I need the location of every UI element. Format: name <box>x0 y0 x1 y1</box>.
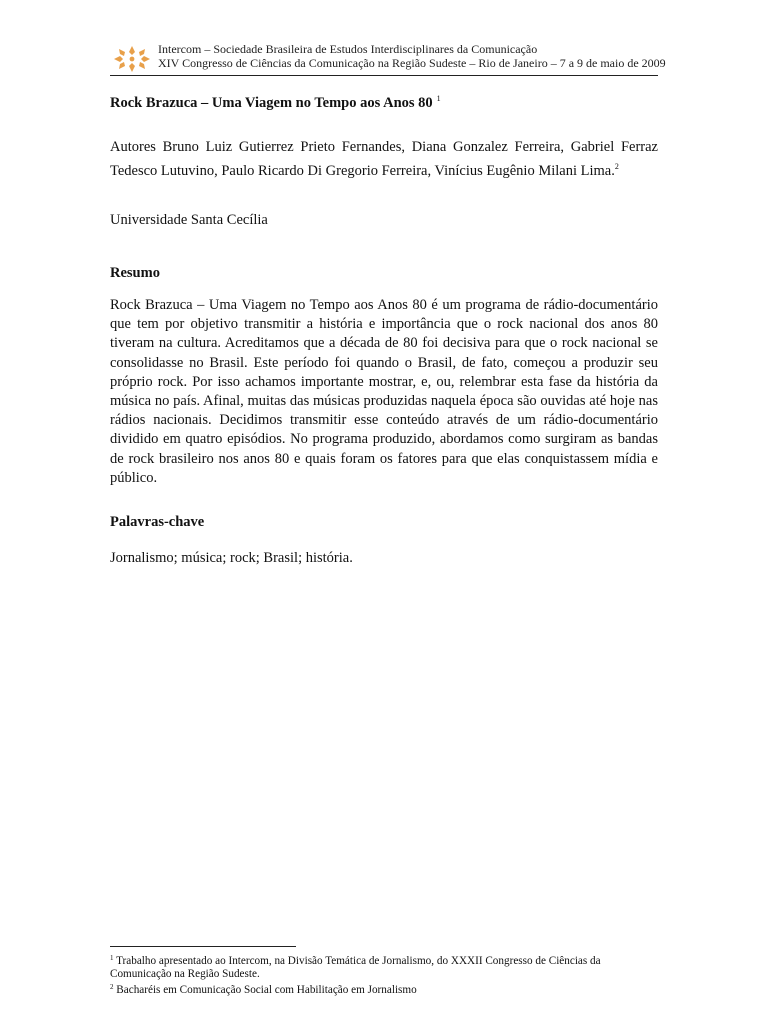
footnote-mark: 1 <box>110 954 114 962</box>
abstract-text: Rock Brazuca – Uma Viagem no Tempo aos Anos 80 é um programa de rádio-documentário que tem por objetivo transmitir a história e importância que o rock nacional dos anos 80 tiveram na cultura. Acreditamos que a década de 80 foi decisiva para que o rock nacional se consolidasse no Brasil. Este período foi quando o Brasil, de fato, começou a produzir seu próprio rock. Por isso achamos importante mostrar, e, ou, relembrar esta fase da história da música no país. Afinal, muitas das músicas produzidas naquela época são ouvidas até hoje nas rádios nacionais. Decidimos transmitir esse conteúdo através de um rádio-documentário dividido em quatro episódios. No programa produzido, abordamos como surgiram as bandas de rock brasileiro nos anos 80 e quais foram os fatores para que elas conquistassem mídia e público. <box>110 297 658 486</box>
footnote-1 <box>110 952 658 981</box>
keywords-heading: Palavras-chave <box>110 514 205 530</box>
footnote-text: Trabalho apresentado ao Intercom, na Divisão Temática de Jornalismo, do XXXII Congresso de Ciências da Comunicação na Região Sudeste. <box>110 955 601 980</box>
footnote-text: Bacharéis em Comunicação Social com Habilitação em Jornalismo <box>116 983 417 996</box>
footnote-2 <box>110 981 658 997</box>
header-line-1: Intercom – Sociedade Brasileira de Estudos Interdisciplinares da Comunicação <box>158 42 538 56</box>
footnote-mark: 2 <box>110 982 114 991</box>
title-footnote-ref: 1 <box>436 94 441 103</box>
footnote-separator <box>110 946 296 947</box>
page-header <box>110 42 666 75</box>
abstract-heading: Resumo <box>110 265 160 281</box>
document-title <box>110 94 441 112</box>
header-divider <box>110 75 658 76</box>
intercom-logo-icon <box>110 44 154 74</box>
footnotes <box>110 952 658 996</box>
header-line-2: XIV Congresso de Ciências da Comunicação na Região Sudeste – Rio de Janeiro – 7 a 9 de maio de 2009 <box>158 56 666 70</box>
keywords-text: Jornalismo; música; rock; Brasil; história. <box>110 550 353 566</box>
title-text: Rock Brazuca – Uma Viagem no Tempo aos Anos 80 <box>110 95 433 111</box>
authors-text: Autores Bruno Luiz Gutierrez Prieto Fernandes, Diana Gonzalez Ferreira, Gabriel Ferraz Tedesco Lutuvino, Paulo Ricardo Di Gregorio Ferreira, Vinícius Eugênio Milani Lima. <box>110 139 658 179</box>
university: Universidade Santa Cecília <box>110 212 268 228</box>
authors-footnote-ref: 2 <box>614 162 619 171</box>
header-text <box>158 42 666 70</box>
authors <box>110 138 658 181</box>
